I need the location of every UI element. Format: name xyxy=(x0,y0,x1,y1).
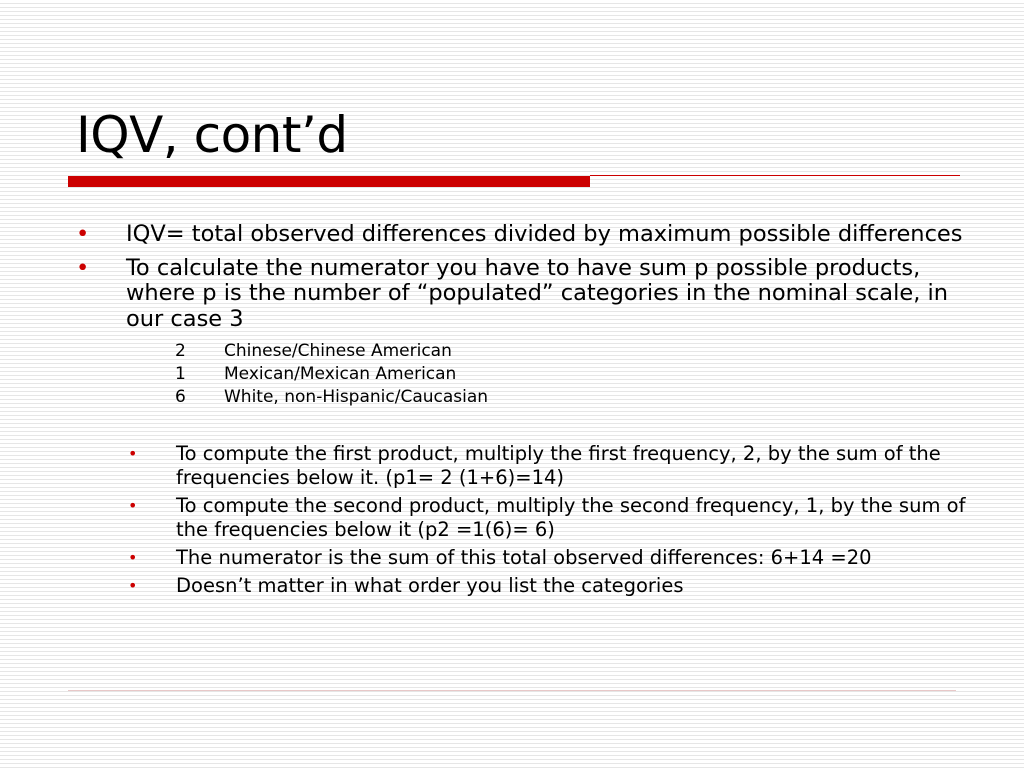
bullet-icon: • xyxy=(128,496,138,515)
bullet-icon: • xyxy=(128,576,138,595)
bullet-item xyxy=(74,222,974,248)
frequency-count: 6 xyxy=(175,387,186,407)
table-row xyxy=(174,340,974,363)
sub-bullet-list xyxy=(74,442,974,598)
slide-title: IQV, cont’d xyxy=(76,106,348,164)
title-underline-thick xyxy=(68,176,590,187)
sub-bullet-item xyxy=(74,574,966,598)
bullet-icon: • xyxy=(128,548,138,567)
bullet-icon: • xyxy=(76,221,90,247)
frequency-count: 2 xyxy=(175,341,186,361)
table-row xyxy=(174,386,974,409)
slide-body xyxy=(74,222,974,602)
sub-bullet-item xyxy=(74,442,966,490)
footer-divider xyxy=(68,690,956,691)
bullet-item xyxy=(74,256,974,333)
sub-bullet-text: To compute the first product, multiply the first frequency, 2, by the sum of the frequencies below it. (p1= 2 (1+6)=14) xyxy=(176,442,941,489)
table-row xyxy=(174,363,974,386)
sub-bullet-item xyxy=(74,494,966,542)
title-underline-thin xyxy=(590,175,960,176)
sub-bullet-text: The numerator is the sum of this total observed differences: 6+14 =20 xyxy=(176,546,872,569)
bullet-text: To calculate the numerator you have to have sum p possible products, where p is the number of “populated” categories in the nominal scale, in our case 3 xyxy=(126,254,949,332)
frequency-table xyxy=(174,340,974,409)
sub-bullet-item xyxy=(74,546,966,570)
category-name: Chinese/Chinese American xyxy=(224,341,452,361)
category-name: Mexican/Mexican American xyxy=(224,364,457,384)
bullet-text: IQV= total observed differences divided by maximum possible differences xyxy=(126,221,963,247)
bullet-icon: • xyxy=(76,254,90,281)
category-name: White, non-Hispanic/Caucasian xyxy=(224,387,489,407)
bullet-icon: • xyxy=(128,444,138,463)
sub-bullet-text: Doesn’t matter in what order you list the categories xyxy=(176,574,684,597)
frequency-count: 1 xyxy=(175,364,186,384)
sub-bullet-text: To compute the second product, multiply the second frequency, 1, by the sum of the frequencies below it (p2 =1(6)= 6) xyxy=(176,494,966,541)
